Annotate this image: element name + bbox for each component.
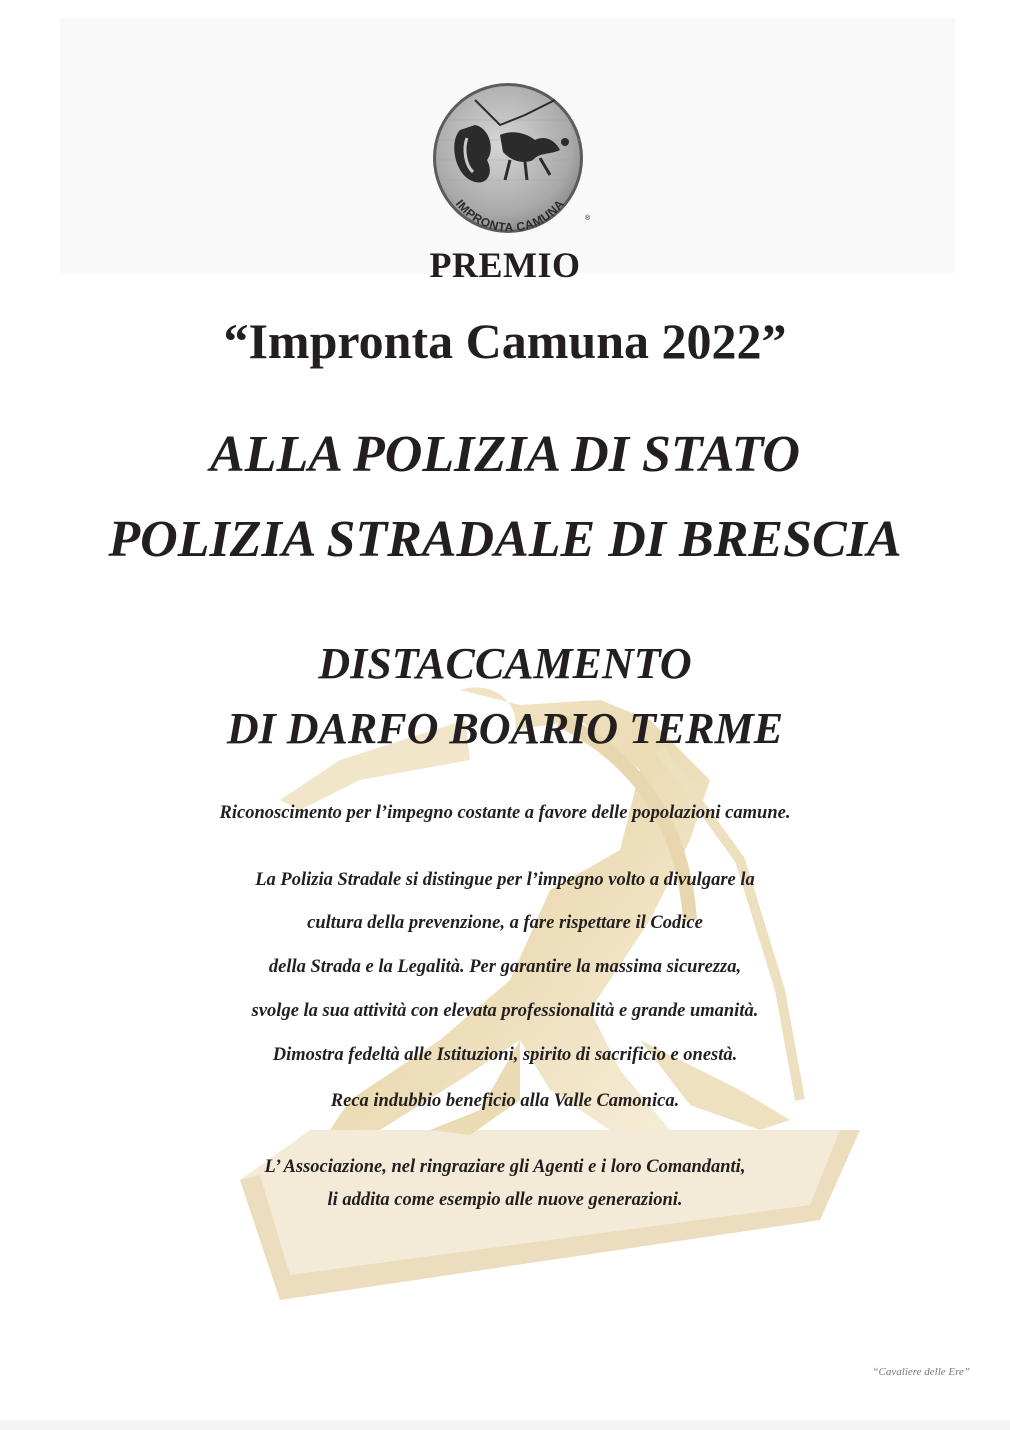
motivation-line: Dimostra fedeltà alle Istituzioni, spirito di sacrificio e onestà. [272, 1045, 738, 1065]
detachment-line-2: DI DARFO BOARIO TERME [226, 704, 784, 753]
closing-line: li addita come esempio alle nuove generazioni. [327, 1190, 683, 1210]
impronta-camuna-logo [415, 80, 605, 240]
detachment-line-1: DISTACCAMENTO [318, 639, 692, 688]
motivation-line: svolge la sua attività con elevata professionalità e grande umanità. [251, 1001, 759, 1021]
motivation-line: La Polizia Stradale si distingue per l’impegno volto a divulgare la [255, 870, 755, 890]
recipient-line-2: POLIZIA STRADALE DI BRESCIA [108, 511, 902, 568]
motivation-line: della Strada e la Legalità. Per garantire la massima sicurezza, [268, 957, 742, 977]
award-name: “Impronta Camuna 2022” [223, 313, 787, 369]
logo-text: IMPRONTA CAMUNA [452, 196, 568, 235]
closing-line: L’ Associazione, nel ringraziare gli Agenti e i loro Comandanti, [264, 1157, 746, 1177]
signature: “Cavaliere delle Ere” [872, 1366, 970, 1378]
trophy-watermark [220, 660, 900, 1310]
motivation-line: cultura della prevenzione, a fare rispettare il Codice [307, 913, 703, 933]
recognition-intro: Riconoscimento per l’impegno costante a favore delle popolazioni camune. [219, 803, 791, 823]
recipient-line-1: ALLA POLIZIA DI STATO [210, 426, 800, 483]
footer-band [0, 1420, 1010, 1430]
premio-heading: PREMIO [429, 245, 581, 285]
registered-mark: ® [585, 215, 591, 222]
motivation-line: Reca indubbio beneficio alla Valle Camonica. [330, 1091, 680, 1111]
